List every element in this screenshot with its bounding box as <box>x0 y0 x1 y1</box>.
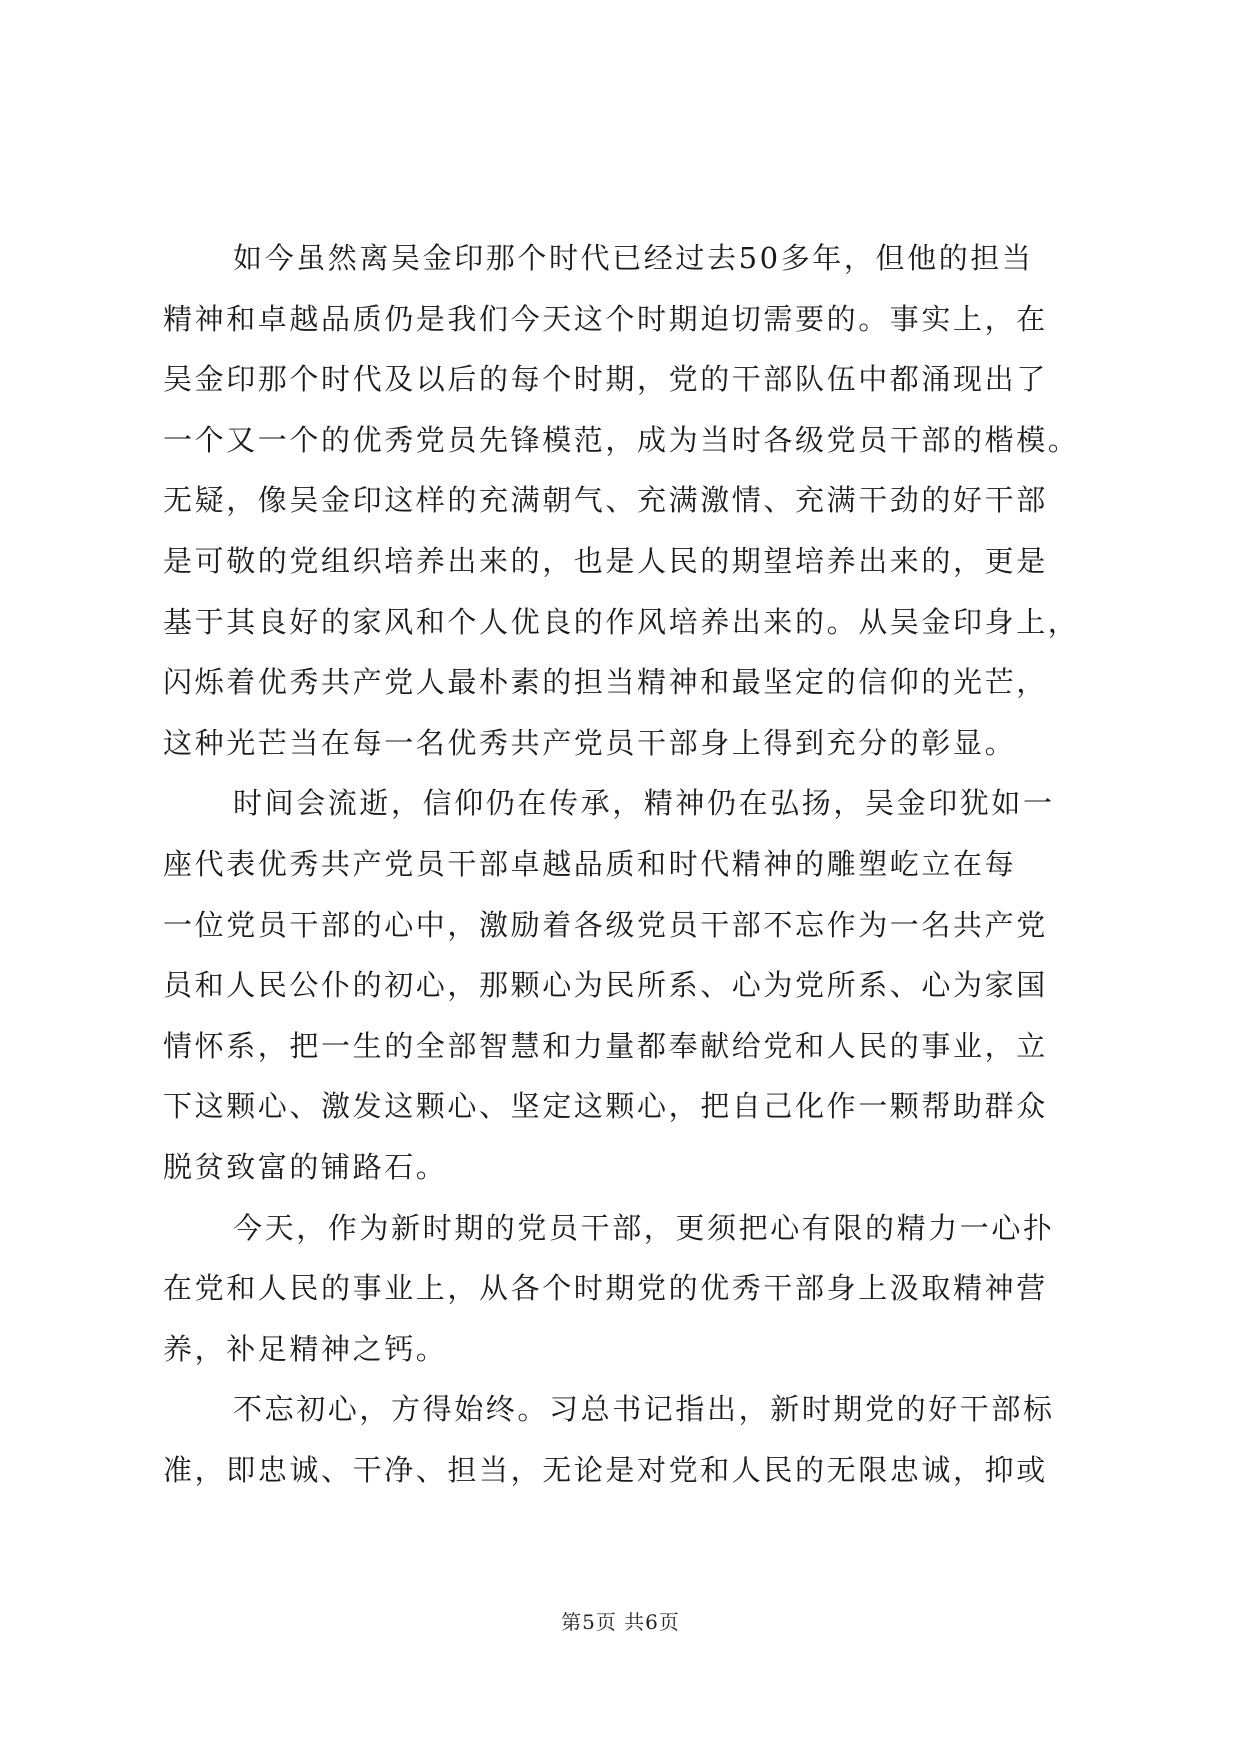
text-line: 闪烁着优秀共产党人最朴素的担当精神和最坚定的信仰的光芒， <box>163 665 1048 700</box>
text-line: 一位党员干部的心中，激励着各级党员干部不忘作为一名共产党 <box>163 907 1048 942</box>
text-line: 精神和卓越品质仍是我们今天这个时期迫切需要的。事实上，在 <box>163 301 1048 336</box>
text-line: 今天，作为新时期的党员干部，更须把心有限的精力一心扑 <box>233 1210 1055 1245</box>
text-line: 座代表优秀共产党员干部卓越品质和时代精神的雕塑屹立在每 <box>163 846 1017 881</box>
text-line: 无疑，像吴金印这样的充满朝气、充满激情、充满干劲的好干部 <box>163 483 1048 518</box>
text-line: 养，补足精神之钙。 <box>163 1331 448 1366</box>
text-line: 脱贫致富的铺路石。 <box>163 1149 448 1184</box>
body-text <box>163 228 1083 1500</box>
text-line: 情怀系，把一生的全部智慧和力量都奉献给党和人民的事业，立 <box>163 1028 1048 1063</box>
text-line: 一个又一个的优秀党员先锋模范，成为当时各级党员干部的楷模。 <box>163 422 1080 457</box>
text-line: 下这颗心、激发这颗心、坚定这颗心，把自己化作一颗帮助群众 <box>163 1089 1048 1124</box>
page-footer: 第5页 共6页 <box>561 1610 680 1634</box>
text-line: 在党和人民的事业上，从各个时期党的优秀干部身上汲取精神营 <box>163 1271 1048 1306</box>
text-line: 吴金印那个时代及以后的每个时期，党的干部队伍中都涌现出了 <box>163 362 1048 397</box>
text-line: 基于其良好的家风和个人优良的作风培养出来的。从吴金印身上， <box>163 604 1080 639</box>
text-line: 员和人民公仆的初心，那颗心为民所系、心为党所系、心为家国 <box>163 968 1048 1003</box>
text-line: 这种光芒当在每一名优秀共产党员干部身上得到充分的彰显。 <box>163 725 1017 760</box>
text-line: 准，即忠诚、干净、担当，无论是对党和人民的无限忠诚，抑或 <box>163 1452 1048 1487</box>
text-line: 是可敬的党组织培养出来的，也是人民的期望培养出来的，更是 <box>163 543 1048 578</box>
text-line: 不忘初心，方得始终。习总书记指出，新时期党的好干部标 <box>233 1392 1055 1427</box>
text-line: 时间会流逝，信仰仍在传承，精神仍在弘扬，吴金印犹如一 <box>233 786 1055 821</box>
text-line: 如今虽然离吴金印那个时代已经过去50多年，但他的担当 <box>233 241 1034 275</box>
